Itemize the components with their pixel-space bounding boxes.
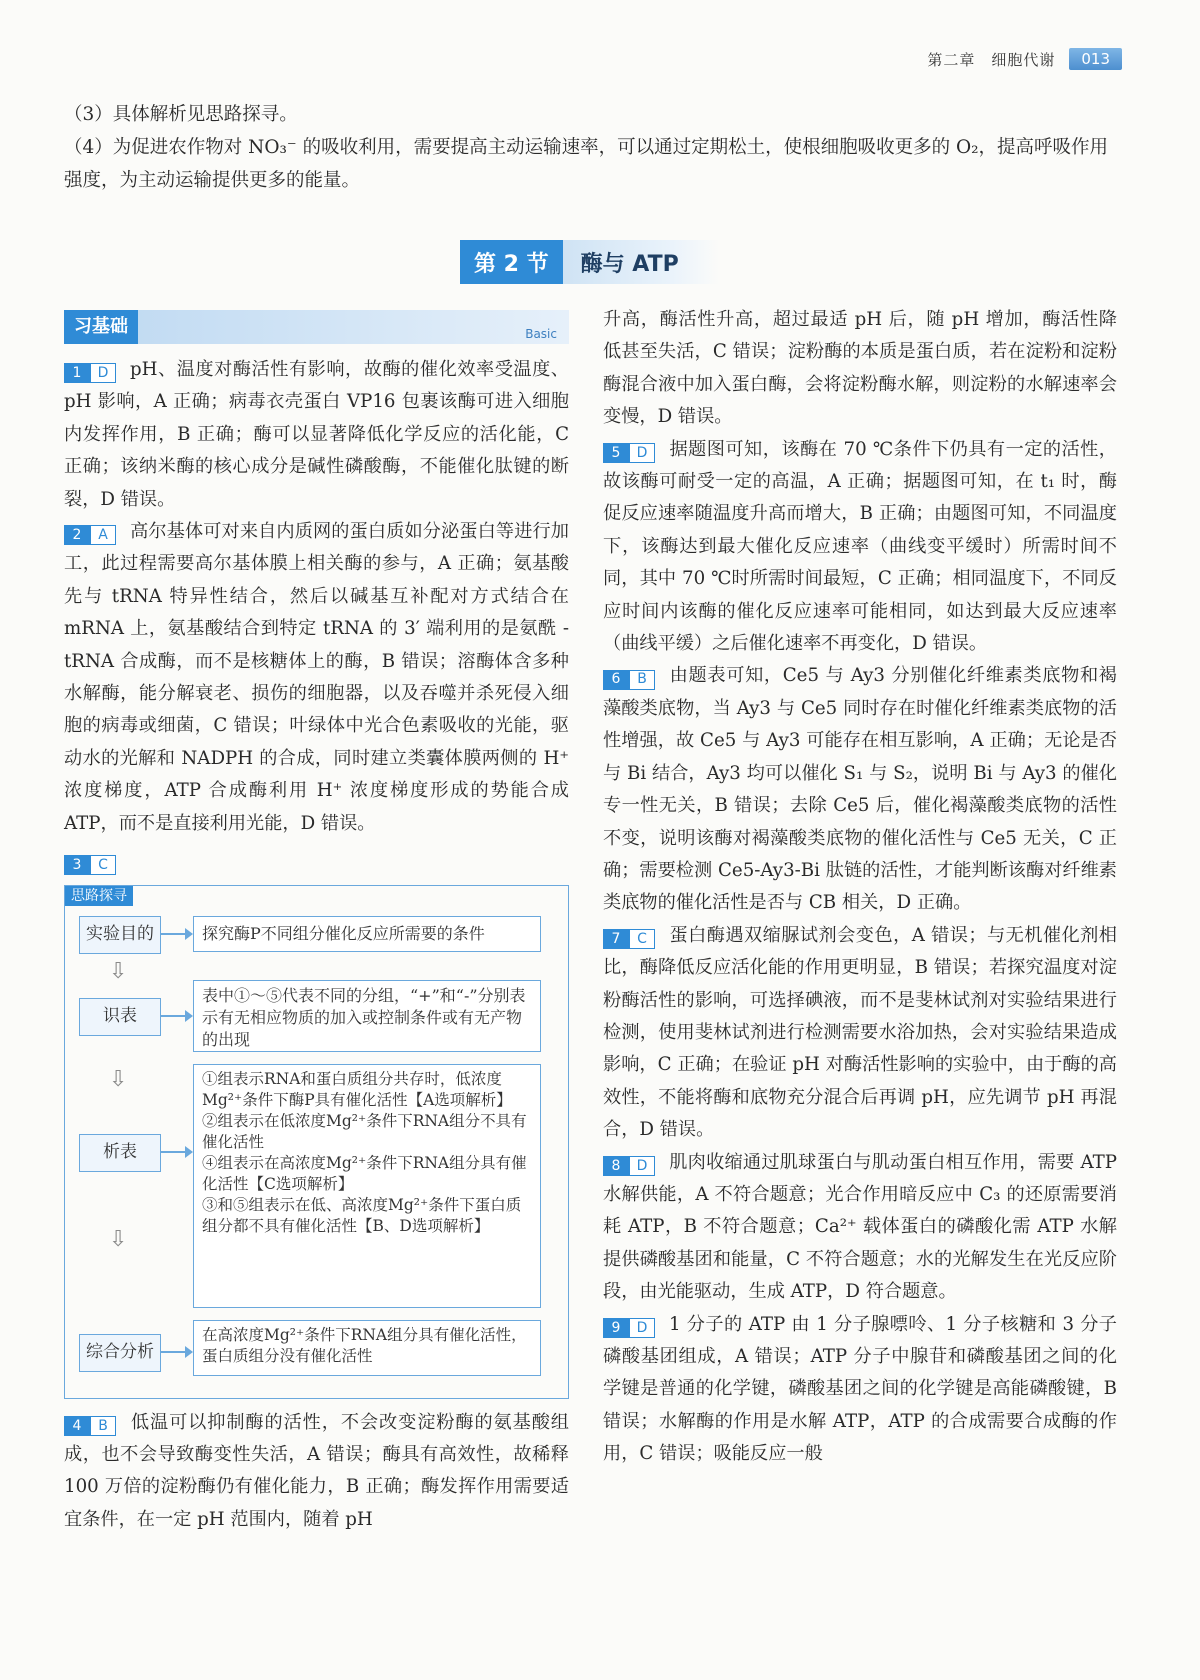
answer-4-continued: 升高，酶活性升高，超过最适 pH 后，随 pH 增加，酶活性降低甚至失活，C 错误；淀粉酶的本质是蛋白质，若在淀粉和淀粉酶混合液中加入蛋白酶，会将淀粉酶水解，则淀粉的水解速率会变慢，D 错误。 bbox=[603, 309, 1117, 428]
arrow-right bbox=[161, 1015, 191, 1017]
answer-8 bbox=[603, 1147, 1117, 1309]
purpose-label: 实验目的 bbox=[79, 916, 161, 954]
analyze-item-1: ①组表示RNA和蛋白质组分共存时，低浓度Mg²⁺条件下酶P具有催化活性【A选项解析】 bbox=[202, 1069, 512, 1109]
answer-letter: D bbox=[629, 443, 655, 463]
section-heading bbox=[460, 240, 719, 284]
answer-tag bbox=[603, 1318, 655, 1338]
question-number: 7 bbox=[603, 929, 629, 949]
mind-map-title: 思路探寻 bbox=[65, 886, 133, 906]
answer-6 bbox=[603, 660, 1117, 919]
answer-tag bbox=[603, 1156, 655, 1176]
summary-box: 在高浓度Mg²⁺条件下RNA组分具有催化活性，蛋白质组分没有催化活性 bbox=[193, 1320, 541, 1376]
arrow-right bbox=[161, 1151, 191, 1153]
answer-text: 蛋白酶遇双缩脲试剂会变色，A 错误；与无机催化剂相比，酶降低反应活化能的作用更明显，B 错误；若探究温度对淀粉酶活性的影响，可选择碘液，而不是斐林试剂对实验结果进行检测，使用斐林试剂进行检测需要水浴加热，会对实验结果造成影响，C 正确；在验证 pH 对酶活性影响的实验中，由于酶的高效性，不能将酶和底物充分混合后再调 pH，应先调节 pH 再混合，D 错误。 bbox=[603, 924, 1117, 1141]
arrow-down-icon: ⇩ bbox=[109, 958, 128, 984]
analyze-item-3: ④组表示在高浓度Mg²⁺条件下RNA组分具有催化活性【C选项解析】 bbox=[202, 1153, 527, 1193]
answer-text: 据题图可知，该酶在 70 ℃条件下仍具有一定的活性，故该酶可耐受一定的高温，A 正确；据题图可知，在 t₁ 时，酶促反应速率随温度升高而增大，B 正确；由题图可知，不同温度下，该酶达到最大催化反应速率（曲线变平缓时）所需时间不同，其中 70 ℃时所需时间最短，C 正确；相同温度下，不同反应时间内该酶的催化反应速率可能相同，如达到最大反应速率（曲线平缓）之后催化速率不再变化，D 错误。 bbox=[603, 438, 1117, 655]
answer-letter: D bbox=[90, 363, 116, 383]
answer-3 bbox=[64, 846, 569, 878]
question-number: 6 bbox=[603, 670, 629, 690]
right-column bbox=[603, 304, 1117, 1471]
arrow-right bbox=[161, 1351, 191, 1353]
answer-7 bbox=[603, 920, 1117, 1147]
purpose-box: 探究酶P不同组分催化反应所需要的条件 bbox=[193, 916, 541, 952]
arrow-down-icon: ⇩ bbox=[109, 1226, 128, 1252]
section-number: 第 2 节 bbox=[460, 240, 563, 284]
question-number: 8 bbox=[603, 1156, 629, 1176]
answer-letter: D bbox=[629, 1156, 655, 1176]
summary-label: 综合分析 bbox=[79, 1334, 161, 1372]
answer-text: 高尔基体可对来自内质网的蛋白质如分泌蛋白等进行加工，此过程需要高尔基体膜上相关酶的参与，A 正确；氨基酸先与 tRNA 特异性结合，然后以碱基互补配对方式结合在 mRNA 上，氨基酸结合到特定 tRNA 的 3′ 端利用的是氨酰 -tRNA 合成酶，而不是核糖体上的酶，B 错误；溶酶体含多种水解酶，能分解衰老、损伤的细胞器，以及吞噬并杀死侵入细胞的病毒或细菌，C 错误；叶绿体中光合色素吸收的光能，驱动水的光解和 NADPH 的合成，同时建立类囊体膜两侧的 H⁺ 浓度梯度，ATP 合成酶利用 H⁺ 浓度梯度形成的势能合成 ATP，而不是直接利用光能，D 错误。 bbox=[64, 521, 569, 834]
answer-tag bbox=[64, 525, 116, 545]
basic-banner bbox=[64, 310, 569, 344]
answer-tag bbox=[603, 670, 655, 690]
answer-9 bbox=[603, 1309, 1117, 1471]
answer-5 bbox=[603, 434, 1117, 661]
answer-text: pH、温度对酶活性有影响，故酶的催化效率受温度、pH 影响，A 正确；病毒衣壳蛋白 VP16 包裹该酶可进入细胞内发挥作用，B 正确；酶可以显著降低化学反应的活化能，C 正确；该纳米酶的核心成分是碱性磷酸酶，不能催化肽键的断裂，D 错误。 bbox=[64, 359, 569, 510]
answer-text: 由题表可知，Ce5 与 Ay3 分别催化纤维素类底物和褐藻酸类底物，当 Ay3 与 Ce5 同时存在时催化纤维素类底物的活性增强，故 Ce5 与 Ay3 可能存在相互影响，A 正确；无论是否与 Bi 结合，Ay3 均可以催化 S₁ 与 S₂，说明 Bi 与 Ay3 的催化专一性无关，B 错误；去除 Ce5 后，催化褐藻酸类底物的活性不变，说明该酶对褐藻酸类底物的催化活性与 Ce5 无关，C 正确；需要检测 Ce5-Ay3-Bi 肽链的活性，才能判断该酶对纤维素类底物的催化活性是否与 CB 相关，D 正确。 bbox=[603, 665, 1117, 914]
page-number: 013 bbox=[1069, 48, 1122, 70]
answer-1 bbox=[64, 354, 569, 516]
question-number: 9 bbox=[603, 1318, 629, 1338]
question-number: 1 bbox=[64, 363, 90, 383]
answer-tag bbox=[603, 929, 655, 949]
answer-text: 肌肉收缩通过肌球蛋白与肌动蛋白相互作用，需要 ATP 水解供能，A 不符合题意；光合作用暗反应中 C₃ 的还原需要消耗 ATP，B 不符合题意；Ca²⁺ 载体蛋白的磷酸化需 ATP 水解提供磷酸基团和能量，C 不符合题意；水的光解发生在光反应阶段，由光能驱动，生成 ATP，D 符合题意。 bbox=[603, 1151, 1117, 1303]
answer-tag bbox=[64, 363, 116, 383]
answer-letter: B bbox=[629, 670, 655, 690]
intro-text bbox=[64, 98, 1122, 197]
question-number: 2 bbox=[64, 525, 90, 545]
read-label: 识表 bbox=[79, 998, 161, 1036]
intro-item-4: （4）为促进农作物对 NO₃⁻ 的吸收利用，需要提高主动运输速率，可以通过定期松土，使根细胞吸收更多的 O₂，提高呼吸作用强度，为主动运输提供更多的能量。 bbox=[64, 137, 1109, 191]
answer-letter: B bbox=[90, 1416, 116, 1436]
answer-text: 1 分子的 ATP 由 1 分子腺嘌呤、1 分子核糖和 3 分子磷酸基团组成，A 错误；ATP 分子中腺苷和磷酸基团之间的化学键是普通的化学键，磷酸基团之间的化学键是高能磷酸键，B 错误；水解酶的作用是水解 ATP，ATP 的合成需要合成酶的作用，C 错误；吸能反应一般 bbox=[603, 1313, 1117, 1465]
answer-tag bbox=[64, 855, 116, 875]
arrow-down-icon: ⇩ bbox=[109, 1066, 128, 1092]
answer-letter: C bbox=[90, 855, 116, 875]
answer-letter: D bbox=[629, 1318, 655, 1338]
question-number: 5 bbox=[603, 443, 629, 463]
question-number: 3 bbox=[64, 855, 90, 875]
analyze-item-2: ②组表示在低浓度Mg²⁺条件下RNA组分不具有催化活性 bbox=[202, 1111, 527, 1151]
mind-map bbox=[64, 885, 569, 1399]
analyze-label: 析表 bbox=[79, 1134, 161, 1172]
left-column bbox=[64, 310, 569, 1536]
chapter-title: 第二章 细胞代谢 bbox=[927, 50, 1056, 69]
section-name: 酶与 ATP bbox=[563, 240, 719, 284]
answer-letter: A bbox=[90, 525, 116, 545]
arrow-right bbox=[161, 933, 191, 935]
answer-tag bbox=[603, 443, 655, 463]
answer-4 bbox=[64, 1407, 569, 1537]
analyze-box bbox=[193, 1064, 541, 1308]
basic-label: 习基础 bbox=[64, 310, 138, 344]
analyze-item-4: ③和⑤组表示在低、高浓度Mg²⁺条件下蛋白质组分都不具有催化活性【B、D选项解析】 bbox=[202, 1195, 522, 1235]
read-box: 表中①～⑤代表不同的分组，“+”和“-”分别表示有无相应物质的加入或控制条件或有无产物的出现 bbox=[193, 980, 541, 1052]
page-header bbox=[927, 48, 1122, 70]
question-number: 4 bbox=[64, 1416, 90, 1436]
answer-letter: C bbox=[629, 929, 655, 949]
intro-item-3: （3）具体解析见思路探寻。 bbox=[64, 104, 298, 125]
answer-2 bbox=[64, 516, 569, 840]
answer-tag bbox=[64, 1416, 116, 1436]
basic-en: Basic bbox=[525, 327, 557, 341]
answer-text: 低温可以抑制酶的活性，不会改变淀粉酶的氨基酸组成，也不会导致酶变性失活，A 错误；酶具有高效性，故稀释 100 万倍的淀粉酶仍有催化能力，B 正确；酶发挥作用需要适宜条件，在一定 pH 范围内，随着 pH bbox=[64, 1411, 569, 1530]
